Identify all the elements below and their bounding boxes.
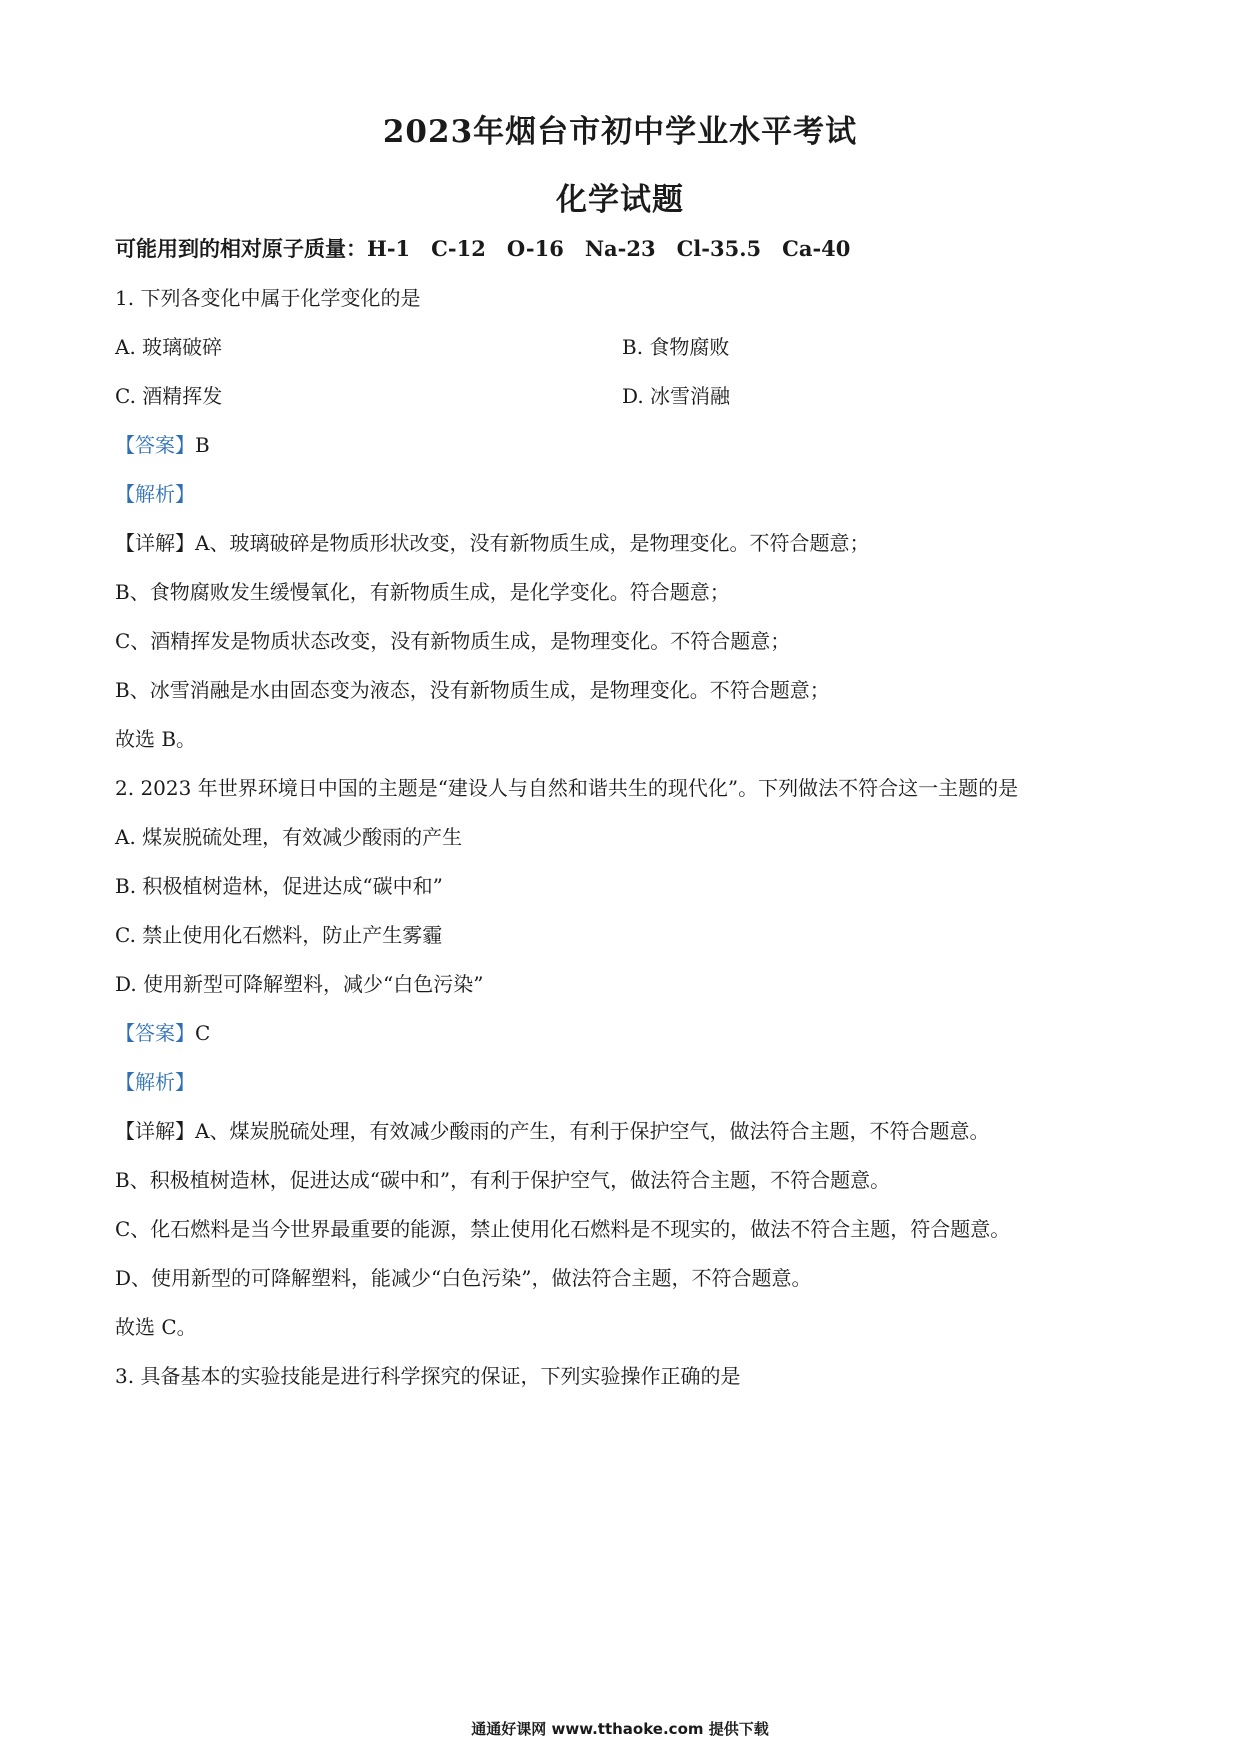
q1-option-b: B. 食物腐败 [622, 335, 730, 359]
exam-subtitle: 化学试题 [556, 182, 684, 218]
q1-option-a: A. 玻璃破碎 [115, 335, 223, 359]
q2-analysis-tag: 【解析】 [115, 1070, 195, 1094]
q2-answer-line [115, 1019, 210, 1047]
q2-option-d: D. 使用新型可降解塑料，减少“白色污染” [115, 972, 484, 996]
q2-option-a: A. 煤炭脱硫处理，有效减少酸雨的产生 [115, 825, 463, 849]
q2-conclusion: 故选 C。 [115, 1315, 197, 1339]
q3-stem: 3. 具备基本的实验技能是进行科学探究的保证，下列实验操作正确的是 [115, 1364, 741, 1388]
q1-analysis-tag: 【解析】 [115, 482, 195, 506]
answer-tag: 【答案】 [115, 1021, 195, 1045]
q1-stem: 1. 下列各变化中属于化学变化的是 [115, 286, 421, 310]
q2-detail-a: A、煤炭脱硫处理，有效减少酸雨的产生，有利于保护空气，做法符合主题，不符合题意。 [195, 1119, 990, 1143]
exam-title: 2023年烟台市初中学业水平考试 [382, 114, 858, 150]
q1-answer: B [195, 433, 210, 457]
q1-option-c: C. 酒精挥发 [115, 384, 223, 408]
q2-option-b: B. 积极植树造林，促进达成“碳中和” [115, 874, 443, 898]
q2-answer: C [195, 1021, 211, 1045]
q1-option-d: D. 冰雪消融 [622, 384, 731, 408]
q2-option-c: C. 禁止使用化石燃料，防止产生雾霾 [115, 923, 443, 947]
q2-detail-b: B、积极植树造林，促进达成“碳中和”，有利于保护空气，做法符合主题，不符合题意。 [115, 1168, 891, 1192]
answer-tag: 【答案】 [115, 433, 195, 457]
q2-stem: 2. 2023 年世界环境日中国的主题是“建设人与自然和谐共生的现代化”。下列做法不符合这一主题的是 [115, 776, 1019, 800]
q1-detail-c: C、酒精挥发是物质状态改变，没有新物质生成，是物理变化。不符合题意； [115, 629, 791, 653]
detail-tag: 【详解】 [115, 531, 195, 555]
q1-detail-a: A、玻璃破碎是物质形状改变，没有新物质生成，是物理变化。不符合题意； [195, 531, 870, 555]
q1-detail-b: B、食物腐败发生缓慢氧化，有新物质生成，是化学变化。符合题意； [115, 580, 730, 604]
q2-detail-c: C、化石燃料是当今世界最重要的能源，禁止使用化石燃料是不现实的，做法不符合主题，符合题意。 [115, 1217, 1011, 1241]
footer-source: 通通好课网 www.tthaoke.com 提供下载 [471, 1720, 769, 1738]
q1-answer-line [115, 431, 210, 459]
detail-tag: 【详解】 [115, 1119, 195, 1143]
q2-detail-d: D、使用新型的可降解塑料，能减少“白色污染”，做法符合主题，不符合题意。 [115, 1266, 812, 1290]
q1-detail-line [115, 529, 869, 557]
q1-conclusion: 故选 B。 [115, 727, 197, 751]
atomic-masses-line: 可能用到的相对原子质量：H-1 C-12 O-16 Na-23 Cl-35.5 Ca-40 [115, 236, 851, 261]
q2-detail-line [115, 1117, 989, 1145]
q1-detail-d: B、冰雪消融是水由固态变为液态，没有新物质生成，是物理变化。不符合题意； [115, 678, 830, 702]
